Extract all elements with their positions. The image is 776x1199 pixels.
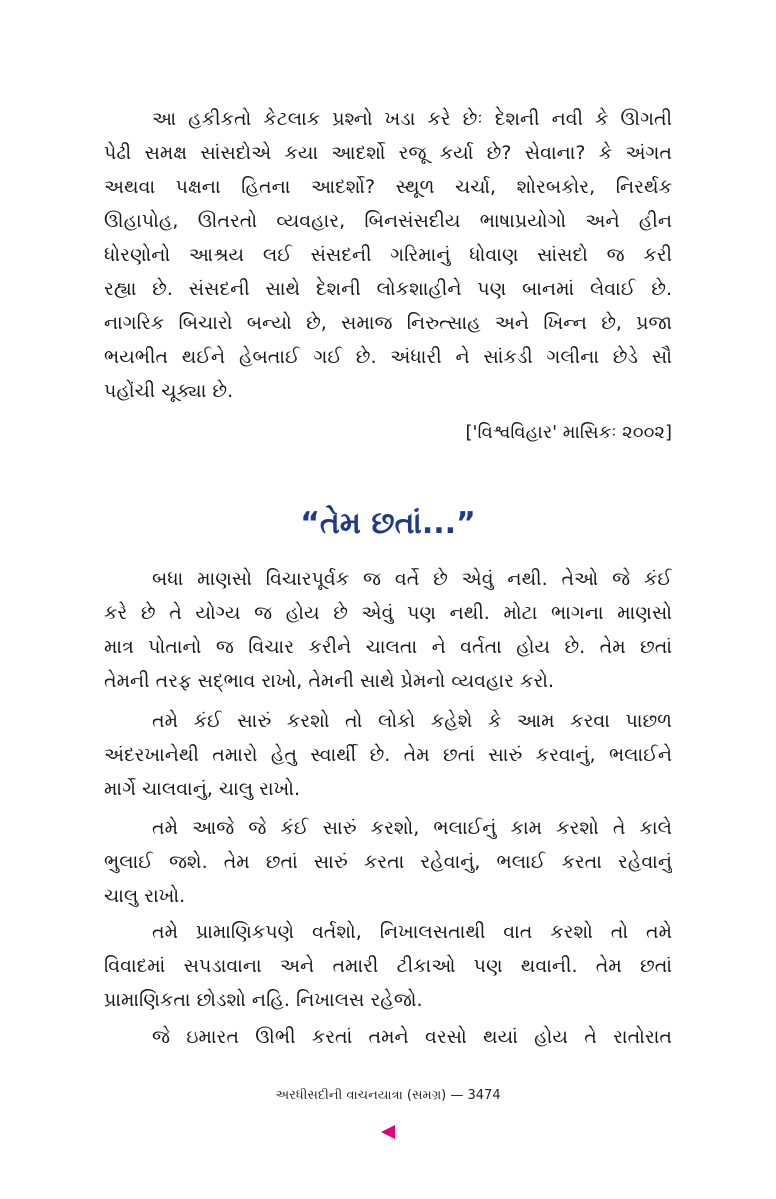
section-heading: “તેમ છતાં...”: [300, 506, 476, 541]
body-paragraph-2: [104, 704, 672, 806]
text-line: ભુલાઈ જશે. તેમ છતાં સારું કરતા રહેવાનું, ભલાઈ કરતા રહેવાનું: [104, 851, 672, 873]
text-line: માત્ર પોતાનો જ વિચાર કરીને ચાલતા ને વર્તતા હોય છે. તેમ છતાં: [104, 636, 672, 658]
text-line: તમે પ્રામાણિકપણે વર્તશો, નિખાલસતાથી વાત કરશો તો તમે: [152, 921, 672, 943]
previous-page-button[interactable]: [378, 1122, 398, 1142]
text-line: જે ઇમારત ઊભી કરતાં તમને વરસો થયાં હોય તે રાતોરાત: [152, 1026, 672, 1048]
text-line: તમે કંઈ સારું કરશો તો લોકો કહેશે કે આમ કરવા પાછળ: [152, 710, 672, 732]
text-line: આ હકીકતો કેટલાક પ્રશ્નો ખડા કરે છેઃ દેશની નવી કે ઊગતી: [152, 108, 672, 130]
text-line: તમે આજે જે કંઈ સારું કરશો, ભલાઈનું કામ કરશો તે કાલે: [152, 817, 672, 839]
text-line: તેમની તરફ સદ્ભાવ રાખો, તેમની સાથે પ્રેમનો વ્યવહાર કરો.: [104, 670, 555, 692]
text-line: ચાલુ રાખો.: [104, 885, 186, 907]
text-line: પ્રામાણિકતા છોડશો નહિ. નિખાલસ રહેજો.: [104, 989, 423, 1011]
source-citation: ['વિશ્વવિહાર' માસિકઃ ૨૦૦૨]: [465, 422, 672, 443]
text-line: ભયભીત થઈને હેબતાઈ ગઈ છે. અંધારી ને સાંકડી ગલીના છેડે સૌ: [104, 346, 672, 368]
text-line: રહ્યા છે. સંસદની સાથે દેશની લોકશાહીને પણ બાનમાં લેવાઈ છે.: [104, 278, 672, 300]
text-line: બધા માણસો વિચારપૂર્વક જ વર્તે છે એવું નથી. તેઓ જે કંઈ: [152, 568, 672, 590]
text-line: નાગરિક બિચારો બન્યો છે, સમાજ નિરુત્સાહ અને ખિન્ન છે, પ્રજા: [104, 312, 672, 334]
text-line: અથવા પક્ષના હિતના આદર્શો? સ્થૂળ ચર્ચા, શોરબકોર, નિરર્થક: [104, 176, 672, 198]
text-line: અંદરખાનેથી તમારો હેતુ સ્વાર્થી છે. તેમ છતાં સારું કરવાનું, ભલાઈને: [104, 744, 672, 766]
text-line: કરે છે તે યોગ્ય જ હોય છે એવું પણ નથી. મોટા ભાગના માણસો: [104, 602, 672, 624]
text-line: ધોરણોનો આશ્રય લઈ સંસદની ગરિમાનું ધોવાણ સાંસદો જ કરી: [104, 244, 672, 266]
intro-paragraph: [104, 102, 672, 408]
text-line: માર્ગે ચાલવાનું, ચાલુ રાખો.: [104, 778, 301, 800]
page-footer: અરધીસદીની વાચનયાત્રા (સમગ્ર) — 3474: [275, 1088, 501, 1103]
text-line: વિવાદમાં સપડાવાના અને તમારી ટીકાઓ પણ થવાની. તેમ છતાં: [104, 955, 672, 977]
body-paragraph-5: [104, 1020, 672, 1054]
body-paragraph-1: [104, 562, 672, 698]
text-line: પહોંચી ચૂક્યા છે.: [104, 380, 234, 402]
body-paragraph-4: [104, 915, 672, 1017]
body-paragraph-3: [104, 811, 672, 913]
triangle-left-icon: [378, 1122, 398, 1142]
text-line: પેઢી સમક્ષ સાંસદોએ કયા આદર્શો રજૂ કર્યા છે? સેવાના? કે અંગત: [104, 142, 672, 164]
text-line: ઊહાપોહ, ઊતરતો વ્યવહાર, બિનસંસદીય ભાષાપ્રયોગો અને હીન: [104, 210, 672, 232]
